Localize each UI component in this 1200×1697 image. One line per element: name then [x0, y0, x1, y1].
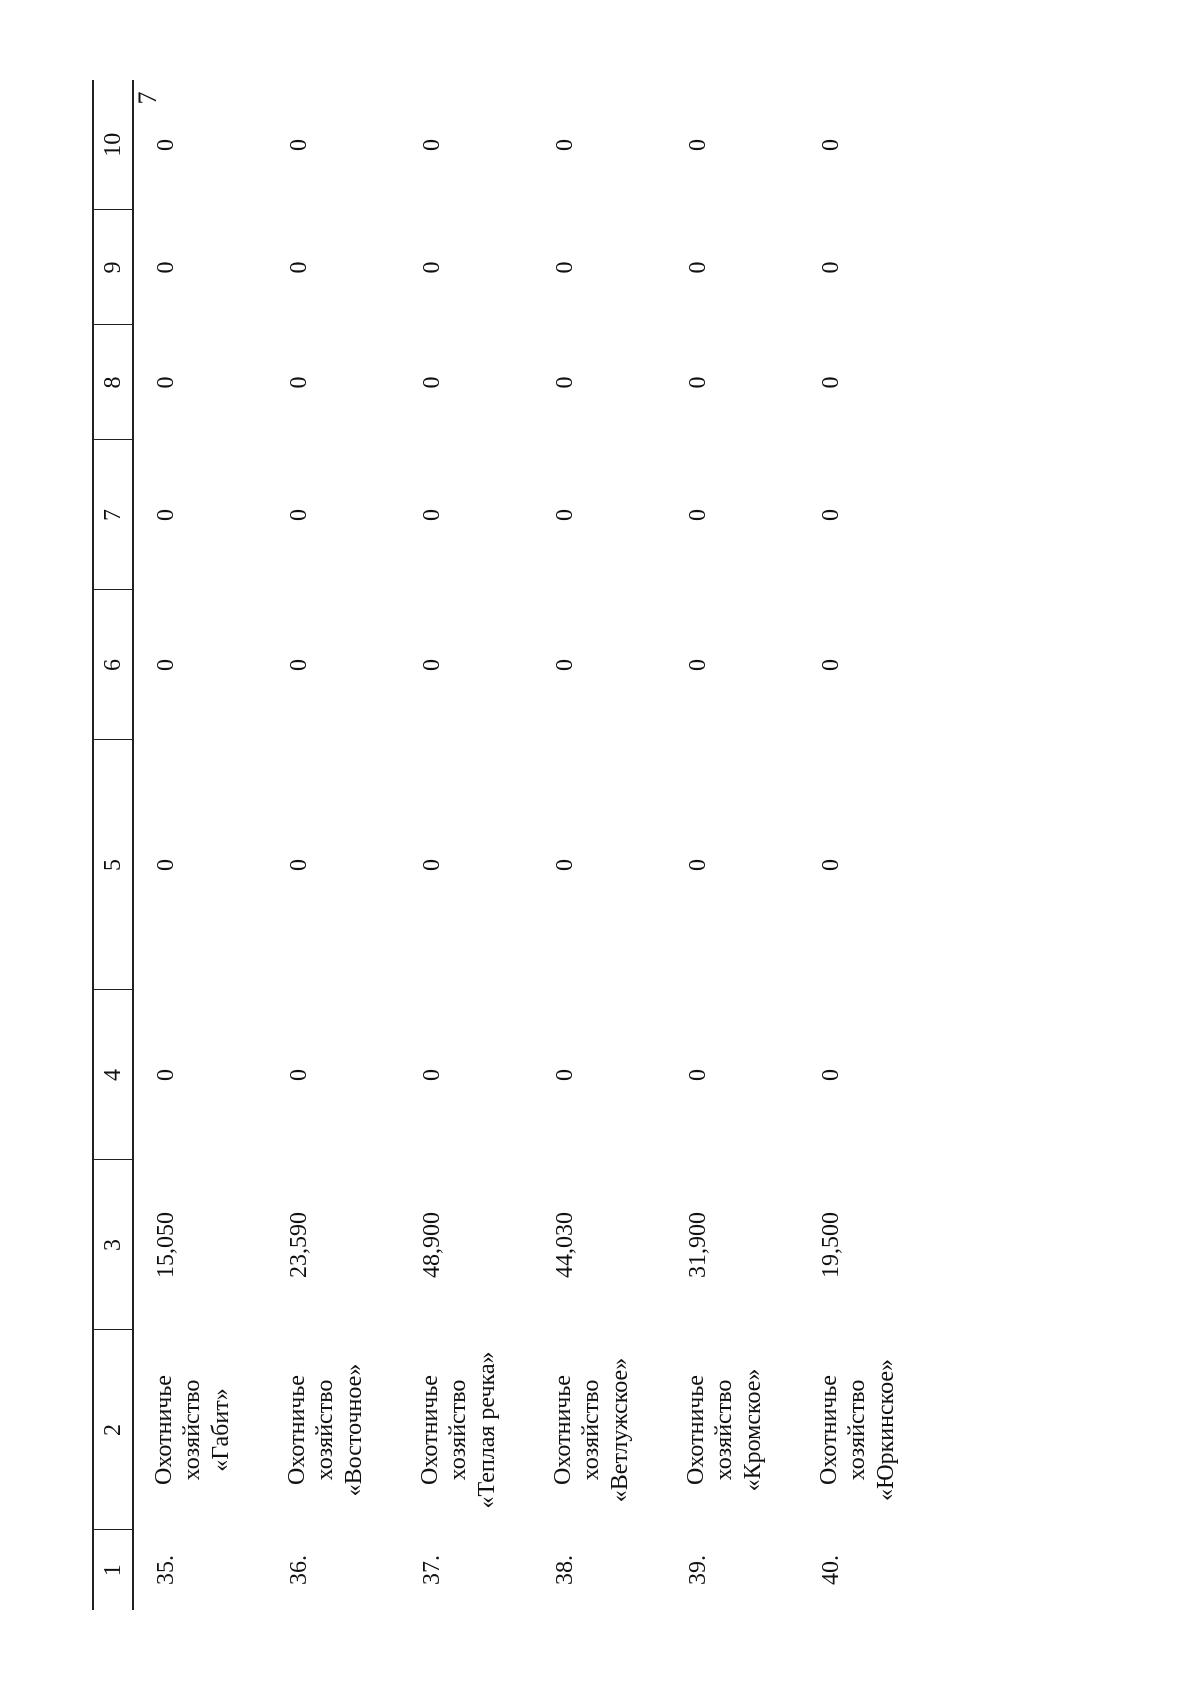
farm-name-line: хозяйство [179, 1379, 206, 1481]
value-cell: 0 [153, 376, 179, 389]
area-cell: 48,900 [419, 1212, 445, 1278]
table-row [666, 80, 799, 1610]
column-header: 6 [93, 590, 133, 740]
value-cell: 0 [286, 261, 312, 274]
farm-name-line: Охотничье [683, 1375, 709, 1485]
farm-name-cell [799, 1330, 932, 1530]
farm-name-cell [666, 1330, 799, 1530]
farm-name-cell [533, 1330, 666, 1530]
farm-name-line: «Ветлужское» [606, 1357, 633, 1503]
column-header: 8 [93, 325, 133, 440]
farm-name-line: хозяйство [445, 1379, 472, 1481]
row-number: 40. [818, 1555, 844, 1585]
value-cell: 0 [153, 139, 179, 151]
area-cell: 44,030 [552, 1212, 578, 1278]
value-cell: 0 [818, 261, 844, 274]
area-cell: 23,590 [286, 1212, 312, 1278]
farm-name-cell [267, 1330, 400, 1530]
farm-name-line: Охотничье [151, 1375, 177, 1485]
value-cell: 0 [818, 1069, 844, 1081]
page-number: 7 [133, 91, 162, 105]
value-cell: 0 [419, 509, 445, 521]
column-header: 3 [93, 1160, 133, 1330]
value-cell: 0 [286, 859, 312, 871]
value-cell: 0 [552, 659, 578, 671]
farm-name-line: «Габит» [207, 1388, 234, 1472]
value-cell: 0 [685, 509, 711, 521]
value-cell: 0 [552, 509, 578, 521]
column-header: 2 [93, 1330, 133, 1530]
value-cell: 0 [818, 859, 844, 871]
row-number: 39. [685, 1555, 711, 1585]
farm-name-line: хозяйство [312, 1379, 339, 1481]
value-cell: 0 [286, 509, 312, 521]
row-number: 35. [153, 1555, 179, 1585]
farm-name-line: Охотничье [816, 1375, 842, 1485]
column-header: 1 [93, 1530, 133, 1610]
value-cell: 0 [286, 376, 312, 389]
value-cell: 0 [685, 859, 711, 871]
value-cell: 0 [685, 659, 711, 671]
column-header: 4 [93, 990, 133, 1160]
value-cell: 0 [419, 859, 445, 871]
hunting-farms-table [92, 80, 932, 1610]
value-cell: 0 [818, 376, 844, 389]
header-row [93, 80, 133, 1610]
rotated-page-content [92, 80, 1112, 1610]
row-number: 36. [286, 1555, 312, 1585]
farm-name-line: хозяйство [844, 1379, 871, 1481]
farm-name-line: «Теплая речка» [473, 1351, 500, 1509]
value-cell: 0 [153, 659, 179, 671]
area-cell: 31,900 [685, 1212, 711, 1278]
table-row [133, 80, 267, 1610]
column-header: 10 [93, 80, 133, 210]
value-cell: 0 [818, 139, 844, 151]
value-cell: 0 [419, 261, 445, 274]
farm-name-line: Охотничье [417, 1375, 443, 1485]
column-header: 7 [93, 440, 133, 590]
value-cell: 0 [419, 139, 445, 151]
row-number: 37. [419, 1555, 445, 1585]
value-cell: 0 [685, 139, 711, 151]
value-cell: 0 [552, 261, 578, 274]
value-cell: 0 [818, 659, 844, 671]
farm-name-line: «Кромское» [739, 1368, 766, 1492]
area-cell: 19,500 [818, 1212, 844, 1278]
column-header: 5 [93, 740, 133, 990]
value-cell: 0 [552, 376, 578, 389]
row-number: 38. [552, 1555, 578, 1585]
value-cell: 0 [153, 261, 179, 274]
value-cell: 0 [153, 859, 179, 871]
table-row [533, 80, 666, 1610]
value-cell: 0 [818, 509, 844, 521]
area-cell: 15,050 [153, 1212, 179, 1278]
farm-name-line: хозяйство [711, 1379, 738, 1481]
value-cell: 0 [552, 1069, 578, 1081]
value-cell: 0 [419, 1069, 445, 1081]
table-row [799, 80, 932, 1610]
farm-name-cell [400, 1330, 533, 1530]
value-cell: 0 [153, 509, 179, 521]
value-cell: 0 [286, 1069, 312, 1081]
value-cell: 0 [685, 1069, 711, 1081]
farm-name-line: Охотничье [550, 1375, 576, 1485]
value-cell: 0 [153, 1069, 179, 1081]
value-cell: 0 [552, 859, 578, 871]
value-cell: 0 [419, 659, 445, 671]
farm-name-line: хозяйство [578, 1379, 605, 1481]
column-header: 9 [93, 210, 133, 325]
value-cell: 0 [286, 659, 312, 671]
farm-name-line: Охотничье [284, 1375, 310, 1485]
value-cell: 0 [286, 139, 312, 151]
table-row [400, 80, 533, 1610]
value-cell: 0 [552, 139, 578, 151]
value-cell: 0 [685, 261, 711, 274]
value-cell: 0 [685, 376, 711, 389]
table-row [267, 80, 400, 1610]
farm-name-cell [133, 1330, 267, 1530]
farm-name-line: «Юркинское» [872, 1358, 899, 1502]
farm-name-line: «Восточное» [340, 1363, 367, 1497]
value-cell: 0 [419, 376, 445, 389]
